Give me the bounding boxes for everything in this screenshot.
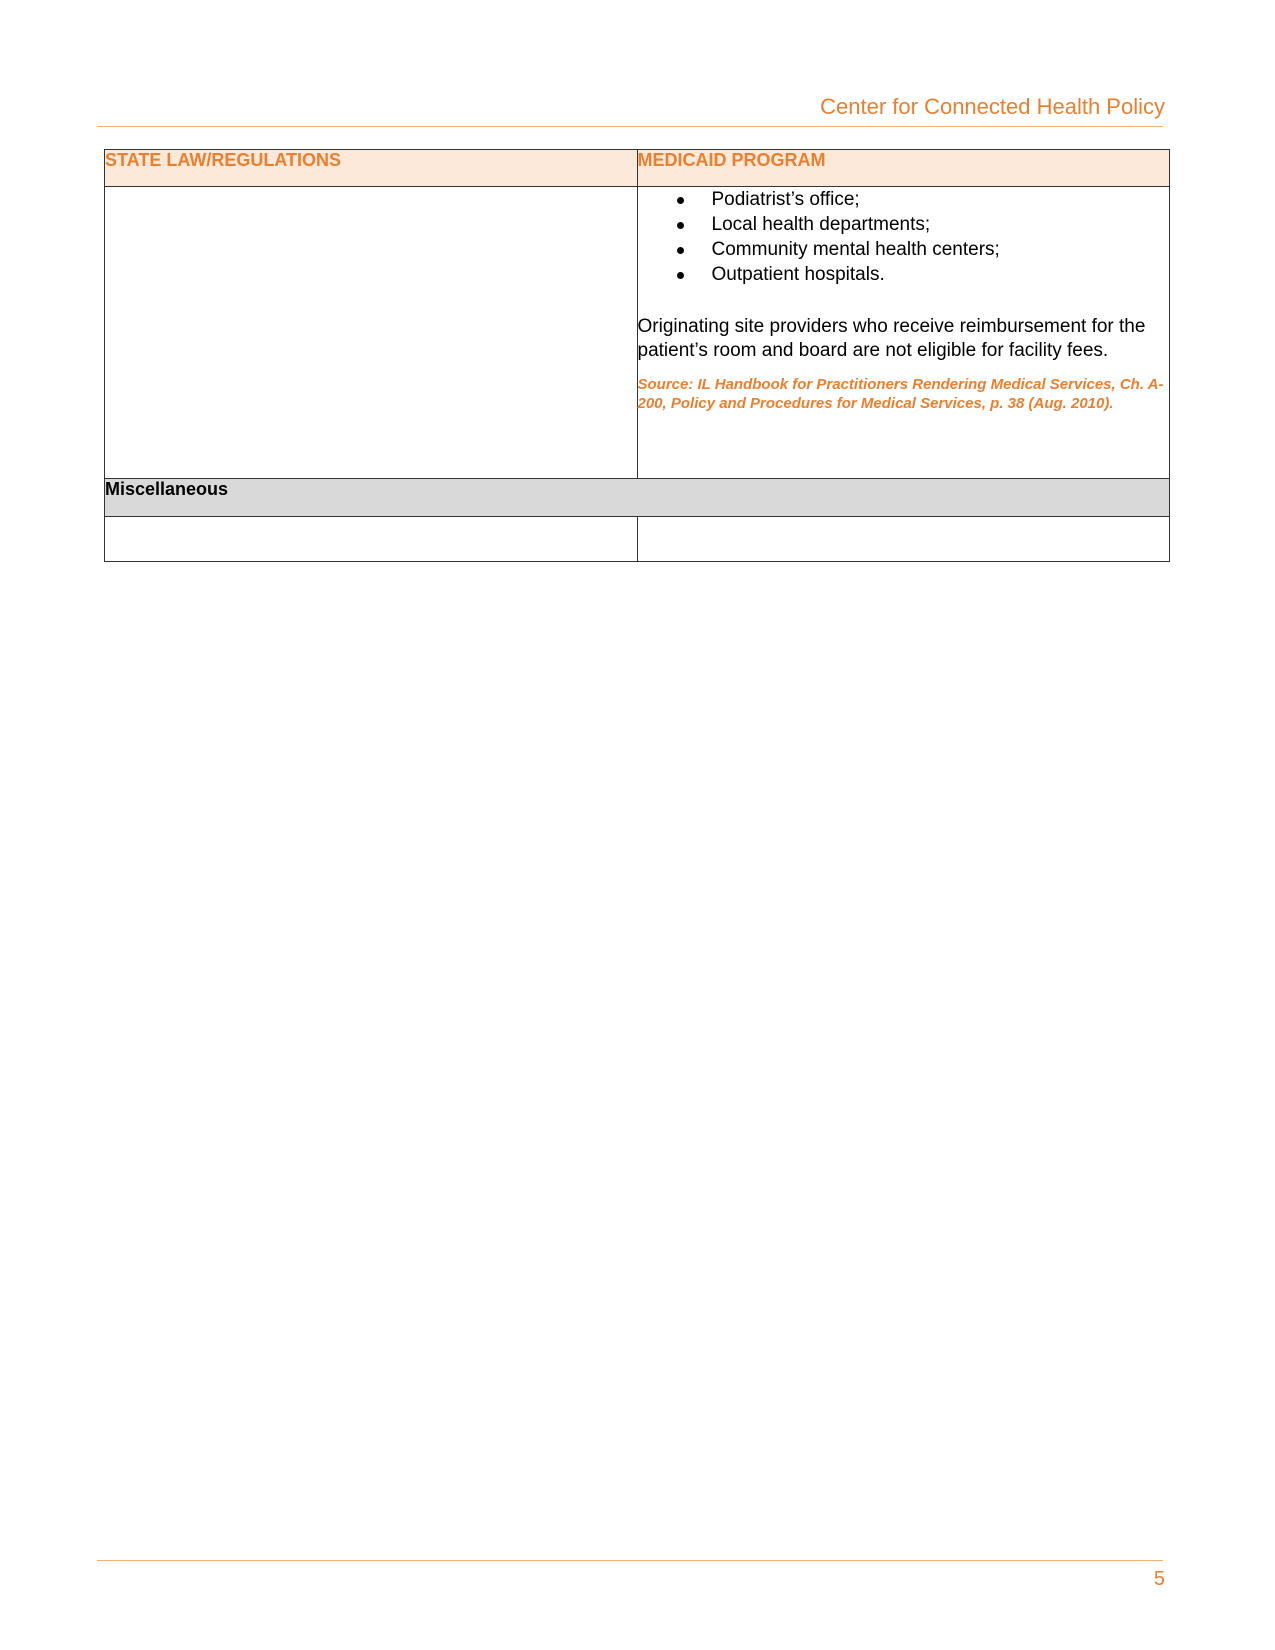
column-header-state-law: STATE LAW/REGULATIONS xyxy=(105,150,638,187)
page-number: 5 xyxy=(1153,1568,1165,1590)
medicaid-cell xyxy=(637,187,1170,479)
empty-cell xyxy=(637,517,1170,562)
table-header-row xyxy=(105,150,1170,187)
column-header-medicaid: MEDICAID PROGRAM xyxy=(637,150,1170,187)
source-citation: Source: IL Handbook for Practitioners Rendering Medical Services, Ch. A-200, Policy and Procedures for Medical Services, p. 38 (Aug. 2010). xyxy=(637,376,1164,412)
facility-fee-text: Originating site providers who receive reimbursement for the patient’s room and board are not eligible for facility fees. xyxy=(637,316,1146,361)
policy-table xyxy=(104,149,1170,562)
footer-divider xyxy=(97,1560,1163,1561)
header-divider xyxy=(97,126,1163,127)
list-item: Podiatrist’s office; xyxy=(712,187,1170,212)
document-header-title: Center for Connected Health Policy xyxy=(820,94,1165,119)
list-item: Community mental health centers; xyxy=(712,237,1170,262)
list-item: Outpatient hospitals. xyxy=(712,262,1170,287)
table-row xyxy=(105,187,1170,479)
table-row xyxy=(105,517,1170,562)
state-law-cell xyxy=(105,187,638,479)
list-item: Local health departments; xyxy=(712,212,1170,237)
section-label-miscellaneous: Miscellaneous xyxy=(105,479,1170,517)
section-row xyxy=(105,479,1170,517)
originating-sites-list xyxy=(638,187,1170,287)
empty-cell xyxy=(105,517,638,562)
